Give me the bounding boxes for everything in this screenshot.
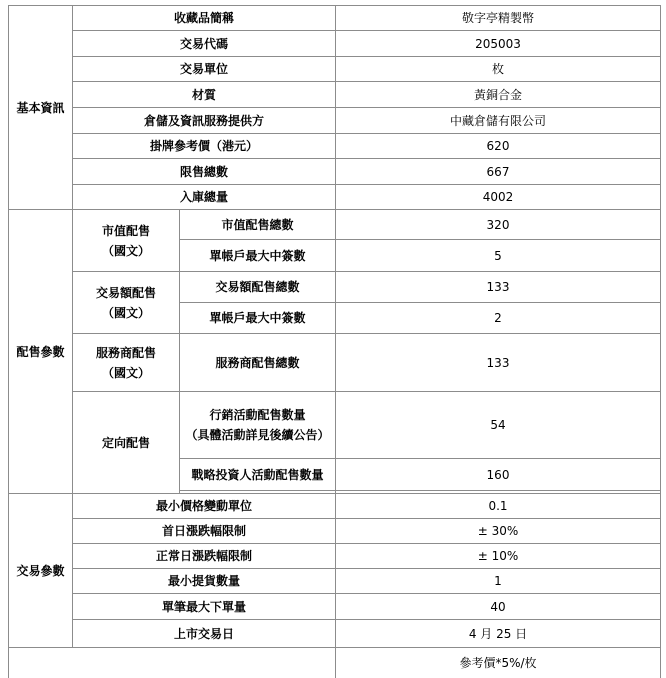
row-label: 限售總數 xyxy=(73,159,336,185)
row-label: 戰略投資人活動配售數量 xyxy=(180,459,336,491)
row-value: 中藏倉儲有限公司 xyxy=(336,108,661,134)
row-value: 40 xyxy=(336,594,661,620)
table-row xyxy=(9,334,661,392)
group-title: 交易額配售 xyxy=(95,285,156,300)
row-value: 5 xyxy=(336,240,661,272)
section-trading: 交易參數 xyxy=(9,494,73,648)
group-directed: 定向配售 xyxy=(73,392,180,494)
row-label: 上市交易日 xyxy=(73,620,336,648)
row-value: 54 xyxy=(336,392,661,459)
row-label: 入庫總量 xyxy=(73,185,336,210)
row-value: 參考價*5%/枚 xyxy=(336,648,661,678)
label-line: （具體活動詳見後續公告） xyxy=(185,428,330,442)
table-row xyxy=(9,594,661,620)
row-label: 交易單位 xyxy=(73,57,336,82)
label-line: 行銷活動配售數量 xyxy=(209,408,306,422)
section-basic-info: 基本資訊 xyxy=(9,6,73,210)
row-value: 4002 xyxy=(336,185,661,210)
row-value: 2 xyxy=(336,303,661,334)
table-row xyxy=(9,519,661,544)
row-value: 0.1 xyxy=(336,494,661,519)
row-label: 正常日漲跌幅限制 xyxy=(73,544,336,569)
row-label: 交易額配售總數 xyxy=(180,272,336,303)
group-title: 市值配售 xyxy=(101,223,150,238)
row-value: 133 xyxy=(336,334,661,392)
row-label: 收藏品簡稱 xyxy=(73,6,336,31)
row-label: 掛牌參考價（港元） xyxy=(73,134,336,159)
group-subtitle: （國文） xyxy=(101,365,150,380)
table-row xyxy=(9,185,661,210)
section-allotment: 配售參數 xyxy=(9,210,73,494)
table-row xyxy=(9,392,661,459)
row-value: 205003 xyxy=(336,31,661,57)
row-value: 667 xyxy=(336,159,661,185)
row-value: 枚 xyxy=(336,57,661,82)
row-value: ± 10% xyxy=(336,544,661,569)
row-value: 1 xyxy=(336,569,661,594)
row-value: ± 30% xyxy=(336,519,661,544)
row-label: 最小提貨數量 xyxy=(73,569,336,594)
row-label xyxy=(180,392,336,459)
table-row xyxy=(9,569,661,594)
table-row xyxy=(9,31,661,57)
row-label: 交易代碼 xyxy=(73,31,336,57)
row-value: 320 xyxy=(336,210,661,240)
row-value: 4 月 25 日 xyxy=(336,620,661,648)
product-info-table xyxy=(8,5,661,678)
row-value: 黃銅合金 xyxy=(336,82,661,108)
table-row xyxy=(9,620,661,648)
row-label: 單帳戶最大中簽數 xyxy=(180,240,336,272)
table-row xyxy=(9,6,661,31)
row-value: 敬字亭精製幣 xyxy=(336,6,661,31)
row-label: 單帳戶最大中簽數 xyxy=(180,303,336,334)
row-label: 市值配售總數 xyxy=(180,210,336,240)
row-value: 133 xyxy=(336,272,661,303)
row-label: 單筆最大下單量 xyxy=(73,594,336,620)
group-trade-amount xyxy=(73,272,180,334)
row-label: 倉儲及資訊服務提供方 xyxy=(73,108,336,134)
group-subtitle: （國文） xyxy=(101,305,150,320)
table-row xyxy=(9,159,661,185)
table-row xyxy=(9,108,661,134)
table-row xyxy=(9,134,661,159)
table-row xyxy=(9,82,661,108)
row-value: 160 xyxy=(336,459,661,491)
row-label: 材質 xyxy=(73,82,336,108)
table-row xyxy=(9,648,661,678)
row-label: 首日漲跌幅限制 xyxy=(73,519,336,544)
row-label: 最小價格變動單位 xyxy=(73,494,336,519)
table-row xyxy=(9,272,661,303)
group-subtitle: （國文） xyxy=(101,243,150,258)
table-row xyxy=(9,57,661,82)
table-row xyxy=(9,210,661,240)
group-service-provider xyxy=(73,334,180,392)
row-label: 服務商配售總數 xyxy=(180,334,336,392)
group-title: 服務商配售 xyxy=(95,345,156,360)
row-value: 620 xyxy=(336,134,661,159)
table-row xyxy=(9,494,661,519)
group-market-value xyxy=(73,210,180,272)
empty-cell xyxy=(9,648,336,678)
table-row xyxy=(9,544,661,569)
